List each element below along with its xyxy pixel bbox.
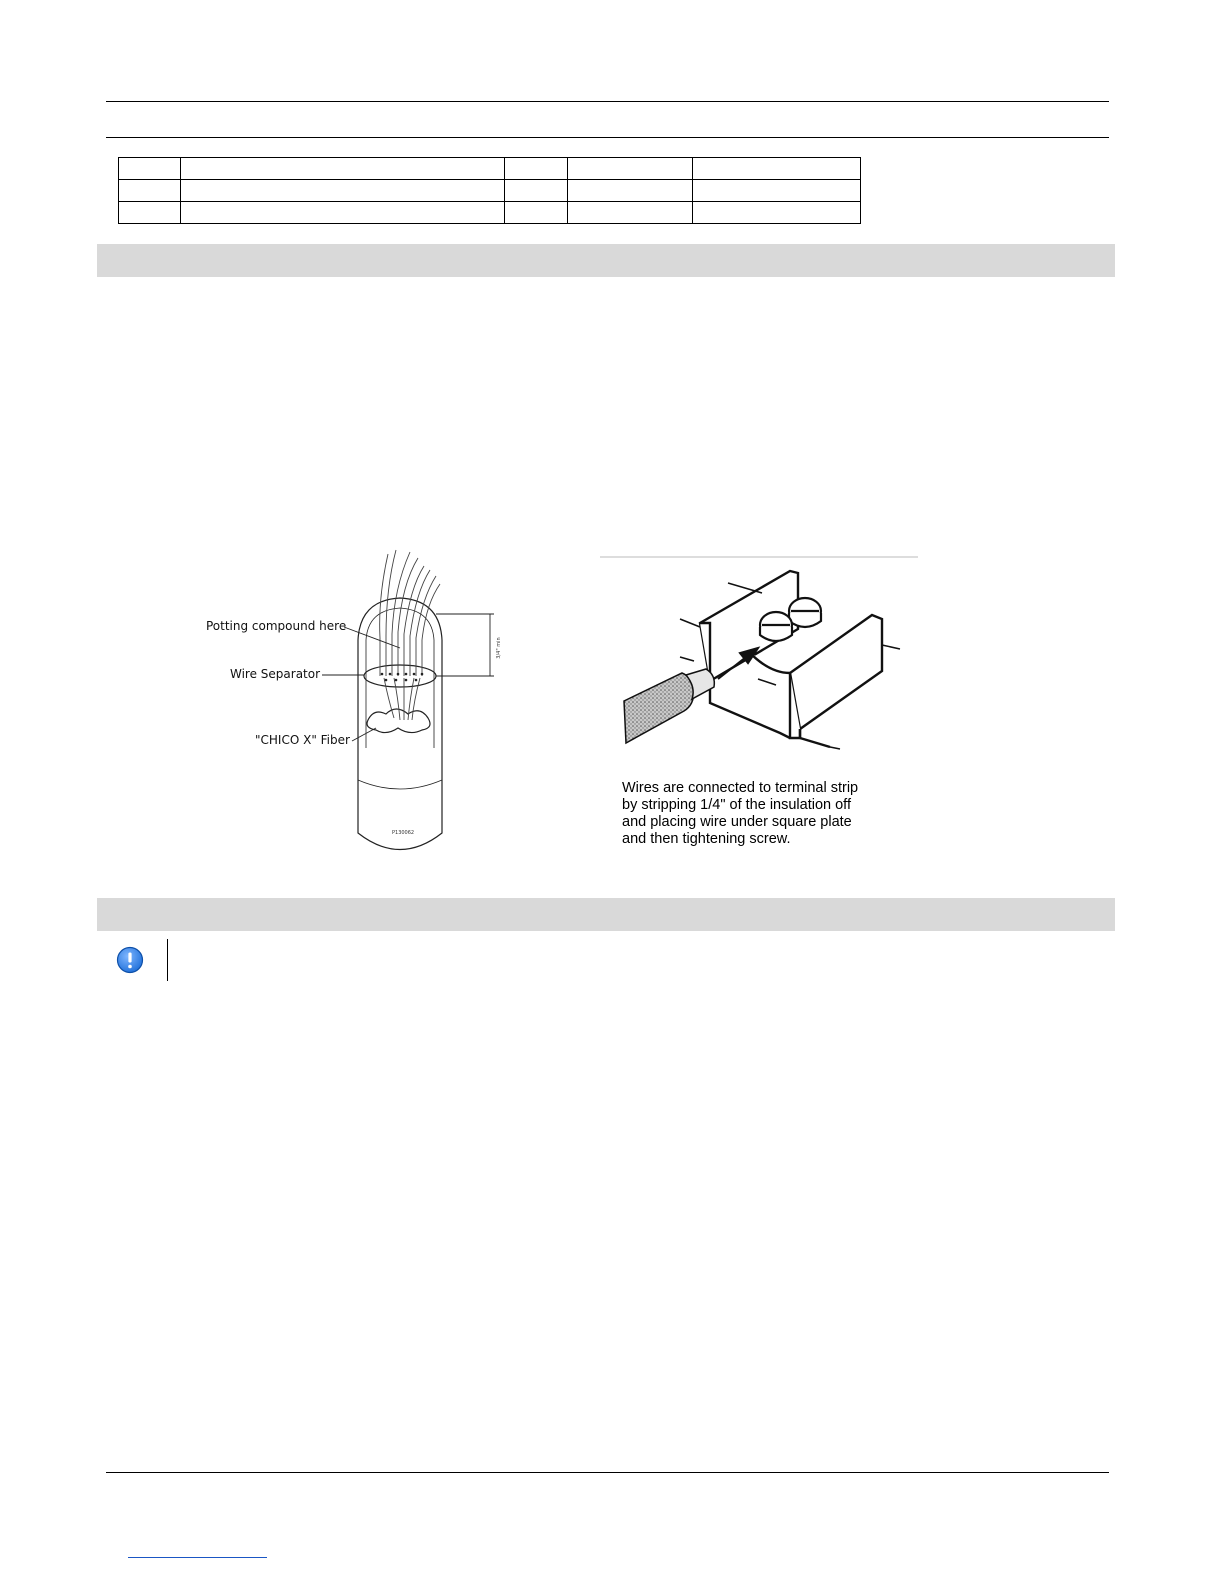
chico-fiber bbox=[367, 709, 430, 733]
table-cell bbox=[693, 158, 861, 180]
caption-line: and placing wire under square plate bbox=[622, 814, 852, 830]
table-cell bbox=[505, 158, 568, 180]
table-row bbox=[119, 158, 861, 180]
caption-line: and then tightening screw. bbox=[622, 831, 791, 847]
table-cell bbox=[181, 202, 505, 224]
part-number: P130062 bbox=[392, 830, 415, 836]
section-heading-band bbox=[97, 244, 1115, 277]
wire-separator-label: Wire Separator bbox=[230, 667, 321, 681]
terminal-block bbox=[700, 571, 882, 747]
table-cell bbox=[693, 202, 861, 224]
info-icon bbox=[116, 946, 144, 974]
terminal-strip-diagram bbox=[600, 553, 920, 858]
wire-bundle bbox=[380, 550, 440, 720]
note-divider bbox=[167, 939, 168, 981]
seal-fitting-diagram bbox=[198, 548, 508, 858]
caption-line: Wires are connected to terminal strip bbox=[622, 780, 859, 796]
table-cell bbox=[119, 180, 181, 202]
stripped-wire bbox=[624, 669, 714, 743]
table-cell bbox=[181, 158, 505, 180]
footer-link-underline[interactable] bbox=[128, 1557, 267, 1558]
table-cell bbox=[568, 158, 693, 180]
table-cell bbox=[505, 180, 568, 202]
table-row bbox=[119, 202, 861, 224]
conduit-body bbox=[358, 780, 442, 850]
table-cell bbox=[119, 202, 181, 224]
table-row bbox=[119, 180, 861, 202]
caption-line: by stripping 1/4" of the insulation off bbox=[622, 797, 851, 813]
table-cell bbox=[568, 202, 693, 224]
header-rule-bottom bbox=[106, 137, 1109, 138]
table-cell bbox=[505, 202, 568, 224]
dimension-label: 3/4" min bbox=[496, 637, 502, 659]
section-heading-band bbox=[97, 898, 1115, 931]
potting-compound-label: Potting compound here bbox=[206, 619, 347, 633]
table-cell bbox=[568, 180, 693, 202]
wire-separator bbox=[364, 665, 436, 687]
table-cell bbox=[693, 180, 861, 202]
footer-rule bbox=[106, 1472, 1109, 1473]
fitting-housing bbox=[358, 598, 442, 780]
chico-fiber-label: "CHICO X" Fiber bbox=[255, 733, 350, 747]
table-cell bbox=[181, 180, 505, 202]
header-rule-top bbox=[106, 101, 1109, 102]
dimension-marker bbox=[436, 614, 494, 676]
table-cell bbox=[119, 158, 181, 180]
revision-table bbox=[118, 157, 861, 224]
